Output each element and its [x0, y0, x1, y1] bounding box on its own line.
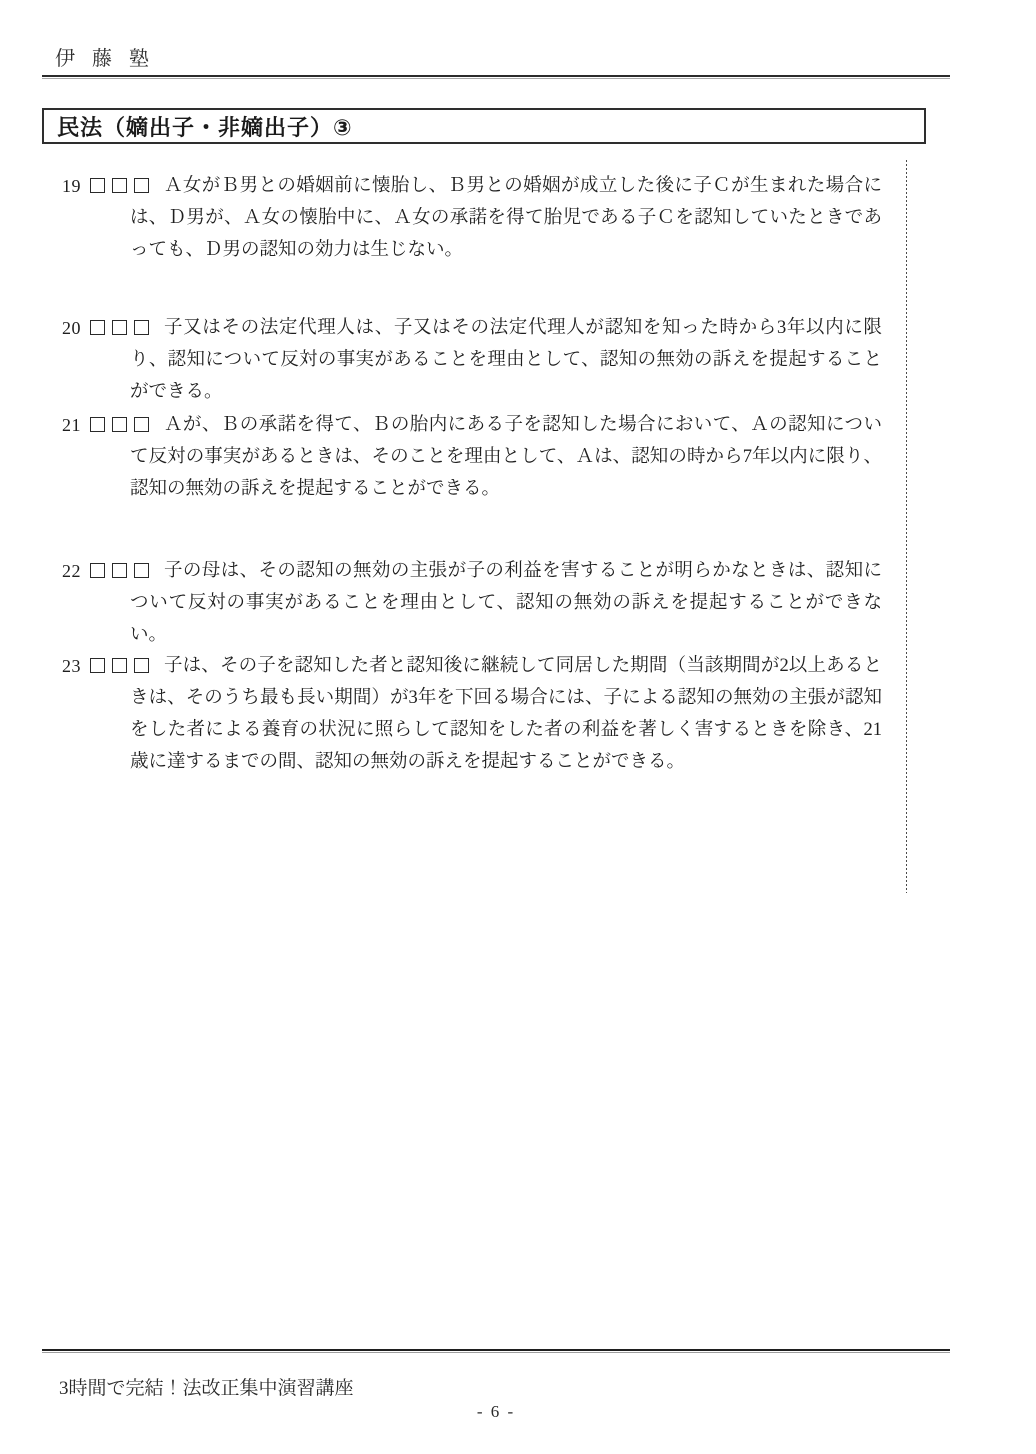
- question-number: 19: [62, 176, 81, 196]
- question-number: 22: [62, 561, 81, 581]
- footer-course-title: 3時間で完結！法改正集中演習講座: [59, 1378, 354, 1399]
- dotted-vertical-divider: [906, 160, 907, 893]
- checkbox-icon: [134, 658, 149, 673]
- checkbox-icon: [112, 417, 127, 432]
- question-item-21: [62, 409, 884, 505]
- section-title-box: [42, 108, 926, 144]
- question-text: 子又はその法定代理人は、子又はその法定代理人が認知を知った時から3年以内に限り、認知について反対の事実があることを理由として、認知の無効の訴えを提起することができる。: [130, 318, 882, 402]
- question-number: 21: [62, 415, 81, 435]
- footer-divider: [42, 1349, 950, 1353]
- section-title: 民法（嫡出子・非嫡出子）③: [57, 114, 353, 140]
- question-number: 20: [62, 318, 81, 338]
- checkbox-icon: [134, 417, 149, 432]
- question-number: 23: [62, 656, 81, 676]
- checkbox-icon: [134, 563, 149, 578]
- checkbox-icon: [134, 320, 149, 335]
- checkbox-icon: [90, 320, 105, 335]
- brand-logo-text: 伊 藤 塾: [55, 48, 155, 70]
- question-text: 子は、その子を認知した者と認知後に継続して同居した期間（当該期間が2以上あるときは、そのうち最も長い期間）が3年を下回る場合には、子による認知の無効の主張が認知をした者による養育の状況に照らして認知をした者の利益を著しく害するときを除き、21歳に達するまでの間、認知の無効の訴えを提起することができる。: [130, 656, 882, 772]
- checkbox-icon: [90, 178, 105, 193]
- checkbox-icon: [134, 178, 149, 193]
- question-marker: [62, 416, 149, 436]
- question-marker: [62, 177, 149, 197]
- question-marker: [62, 319, 149, 339]
- checkbox-icon: [90, 658, 105, 673]
- question-marker: [62, 657, 149, 677]
- checkbox-icon: [90, 563, 105, 578]
- question-item-22: [62, 555, 884, 651]
- page-number: - 6 -: [476, 1402, 516, 1421]
- question-marker: [62, 562, 149, 582]
- question-item-19: [62, 170, 884, 266]
- checkbox-icon: [112, 563, 127, 578]
- question-text: Ａが、Ｂの承諾を得て、Ｂの胎内にある子を認知した場合において、Ａの認知について反対の事実があるときは、そのことを理由として、Ａは、認知の時から7年以内に限り、認知の無効の訴えを提起することができる。: [130, 415, 882, 499]
- checkbox-icon: [112, 178, 127, 193]
- checkbox-icon: [112, 658, 127, 673]
- question-text: Ａ女がＢ男との婚姻前に懐胎し、Ｂ男との婚姻が成立した後に子Ｃが生まれた場合には、Ｄ男が、Ａ女の懐胎中に、Ａ女の承諾を得て胎児である子Ｃを認知していたときであっても、Ｄ男の認知の効力は生じない。: [130, 176, 882, 260]
- checkbox-icon: [90, 417, 105, 432]
- question-text: 子の母は、その認知の無効の主張が子の利益を害することが明らかなときは、認知について反対の事実があることを理由として、認知の無効の訴えを提起することができない。: [130, 561, 882, 645]
- header-divider: [42, 75, 950, 79]
- checkbox-icon: [112, 320, 127, 335]
- question-item-20: [62, 312, 884, 408]
- question-item-23: [62, 650, 884, 778]
